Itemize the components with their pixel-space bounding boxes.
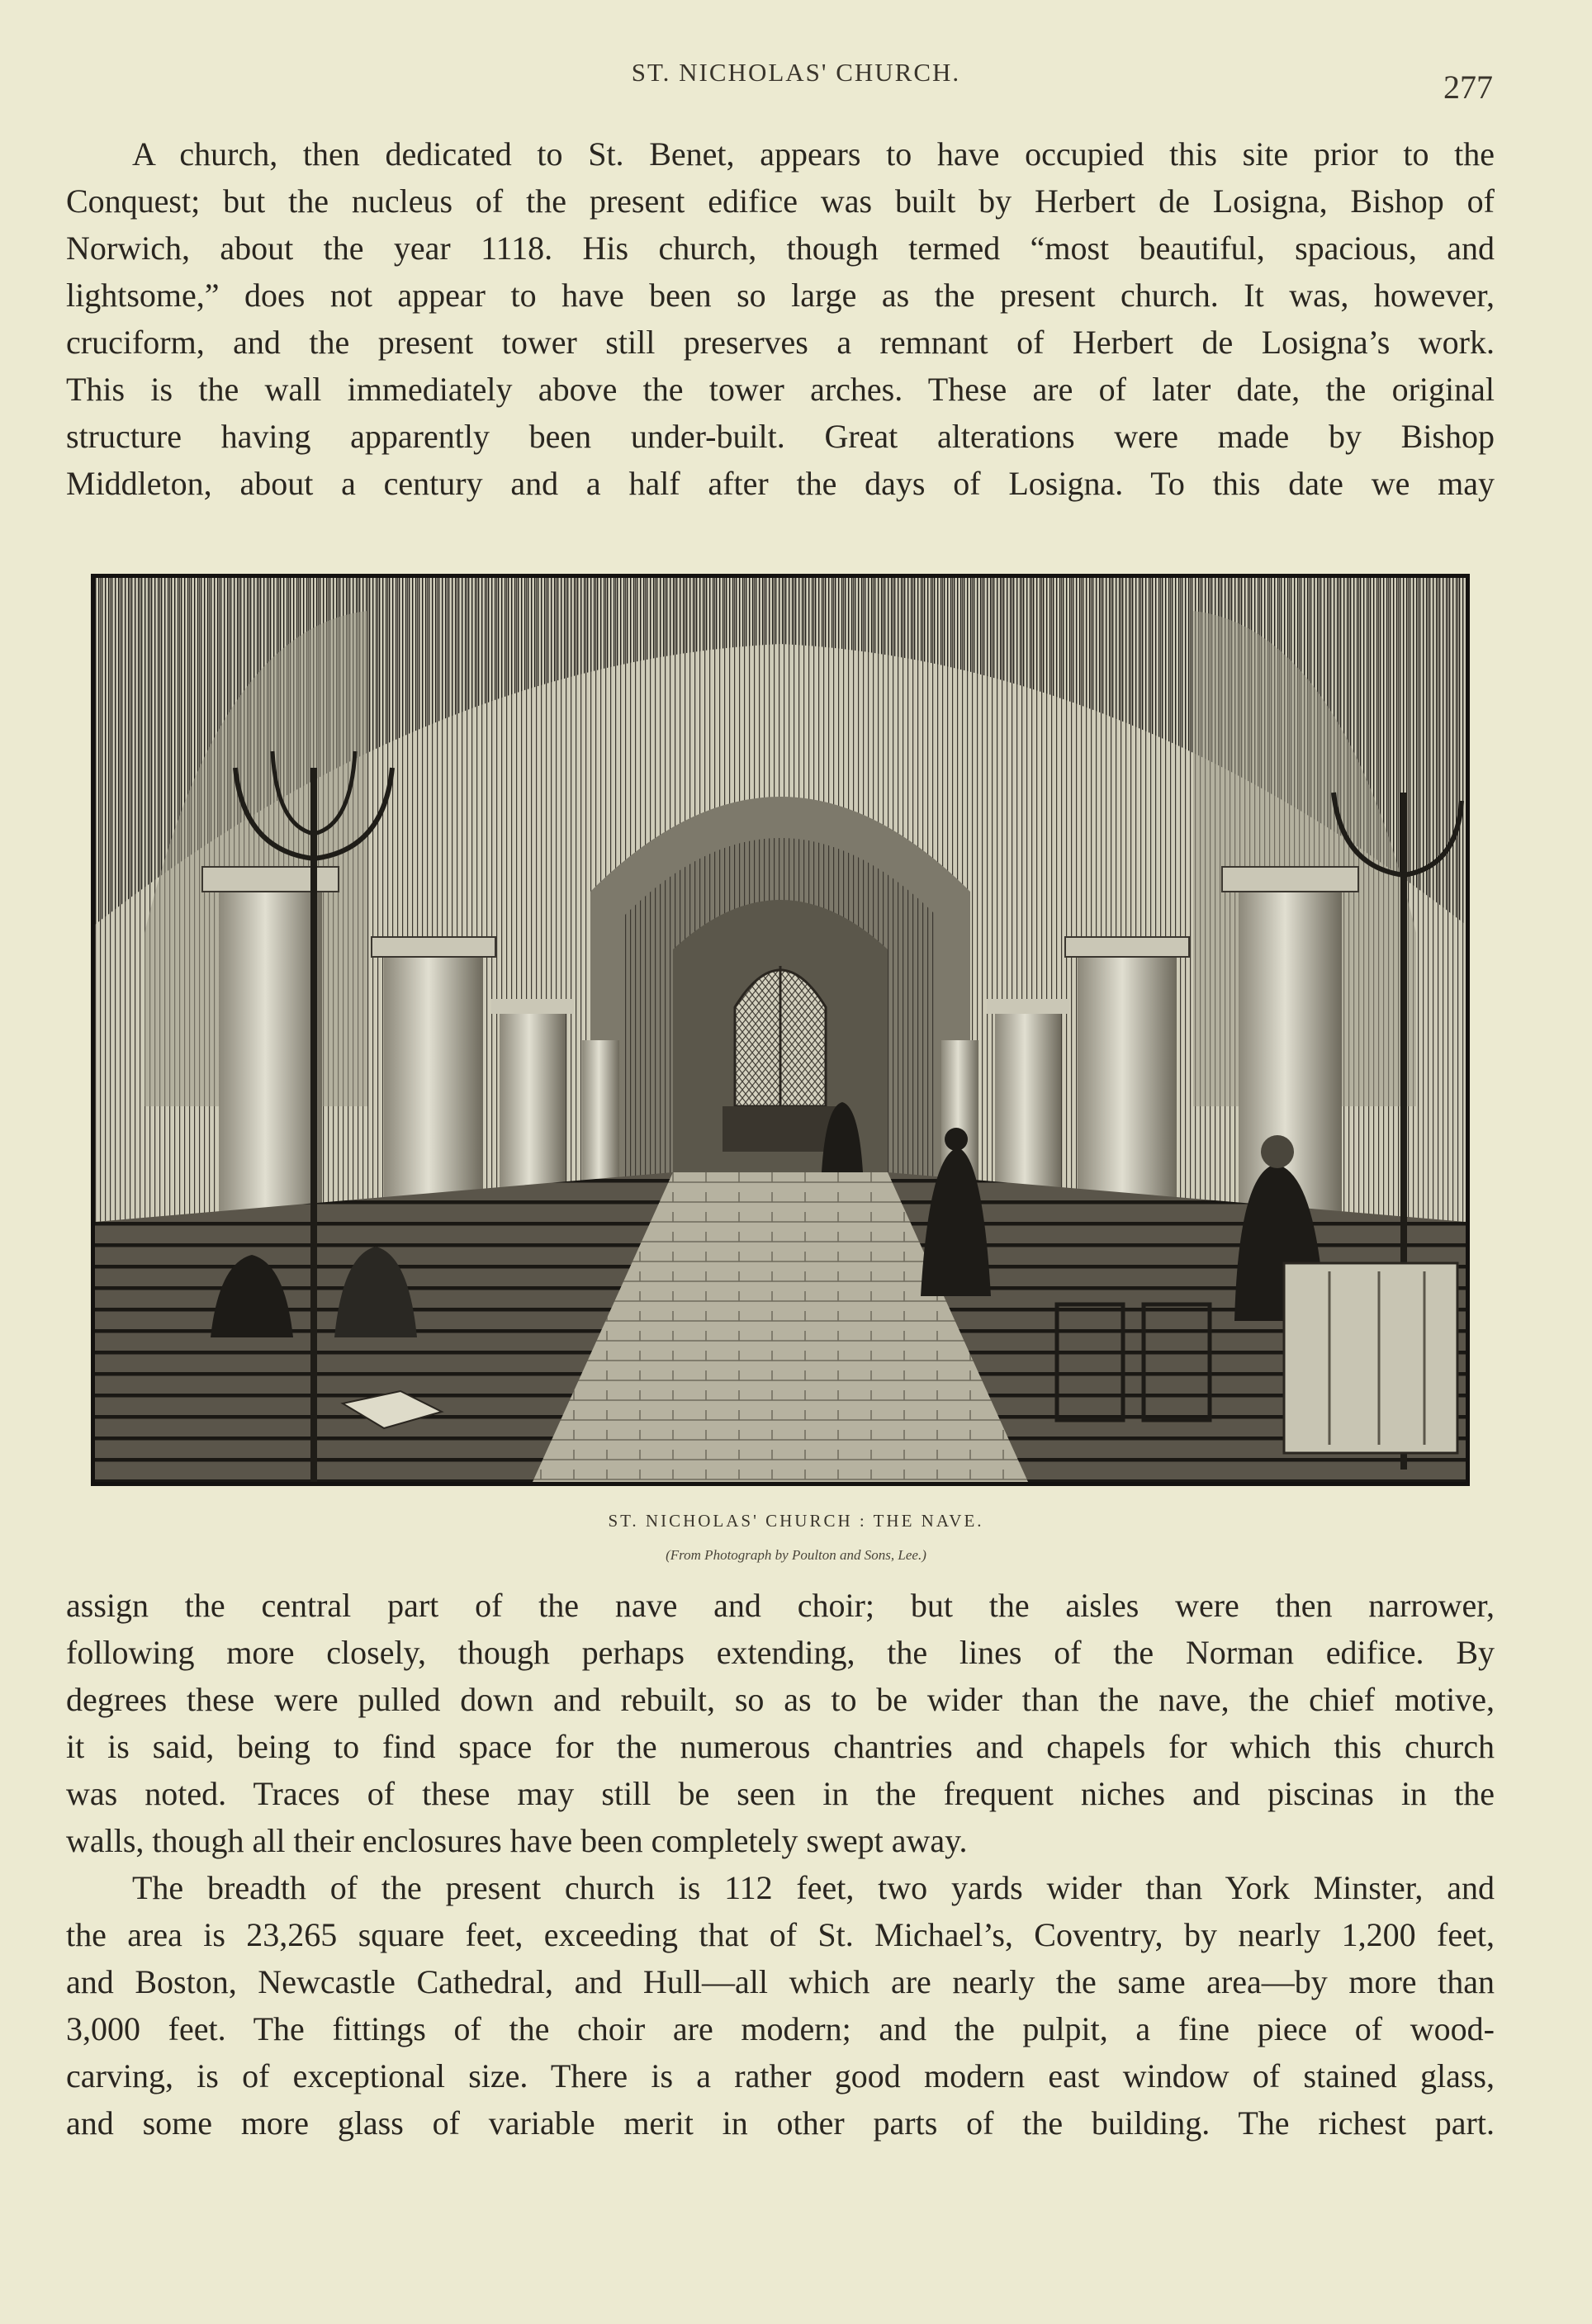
paragraph-2 xyxy=(66,1582,1495,2147)
running-title: ST. NICHOLAS' CHURCH. xyxy=(631,58,961,87)
text-line: structure having apparently been under-built. Great alterations were made by Bishop xyxy=(66,418,1495,455)
text-line: The breadth of the present church is 112 feet, two yards wider than York Minster, and xyxy=(132,1869,1495,1906)
text-line: Conquest; but the nucleus of the present edifice was built by Herbert de Losigna, Bishop of xyxy=(66,182,1495,220)
text-line: and Boston, Newcastle Cathedral, and Hull—all which are nearly the same area—by more than xyxy=(66,1963,1495,2000)
text-line: the area is 23,265 square feet, exceeding that of St. Michael’s, Coventry, by nearly 1,200 feet, xyxy=(66,1916,1495,1953)
text-line: was noted. Traces of these may still be seen in the frequent niches and piscinas in the xyxy=(66,1775,1495,1812)
page-number: 277 xyxy=(1443,69,1493,106)
nave-engraving xyxy=(91,574,1470,1486)
text-line: and some more glass of variable merit in other parts of the building. The richest part. xyxy=(66,2104,1495,2142)
text-line: A church, then dedicated to St. Benet, appears to have occupied this site prior to the xyxy=(132,135,1495,173)
text-line: assign the central part of the nave and choir; but the aisles were then narrower, xyxy=(66,1587,1495,1624)
paragraph-1 xyxy=(66,130,1495,507)
text-line: following more closely, though perhaps extending, the lines of the Norman edifice. By xyxy=(66,1634,1495,1671)
figure-credit: (From Photograph by Poulton and Sons, Lee.) xyxy=(666,1547,926,1563)
text-line: degrees these were pulled down and rebuilt, so as to be wider than the nave, the chief motive, xyxy=(66,1681,1495,1718)
engraving-image xyxy=(95,578,1466,1482)
text-line: walls, though all their enclosures have been completely swept away. xyxy=(66,1822,968,1859)
text-line: lightsome,” does not appear to have been so large as the present church. It was, however, xyxy=(66,277,1495,314)
text-line: carving, is of exceptional size. There is a rather good modern east window of stained glass, xyxy=(66,2057,1495,2094)
text-line: This is the wall immediately above the tower arches. These are of later date, the original xyxy=(66,371,1495,408)
text-line: Middleton, about a century and a half after the days of Losigna. To this date we may xyxy=(66,465,1495,502)
text-line: it is said, being to find space for the numerous chantries and chapels for which this church xyxy=(66,1728,1495,1765)
figure-caption: ST. NICHOLAS' CHURCH : THE NAVE. xyxy=(608,1511,984,1531)
text-line: Norwich, about the year 1118. His church, though termed “most beautiful, spacious, and xyxy=(66,230,1495,267)
text-line: cruciform, and the present tower still preserves a remnant of Herbert de Losigna’s work. xyxy=(66,324,1495,361)
text-line: 3,000 feet. The fittings of the choir are modern; and the pulpit, a fine piece of wood- xyxy=(66,2010,1495,2047)
